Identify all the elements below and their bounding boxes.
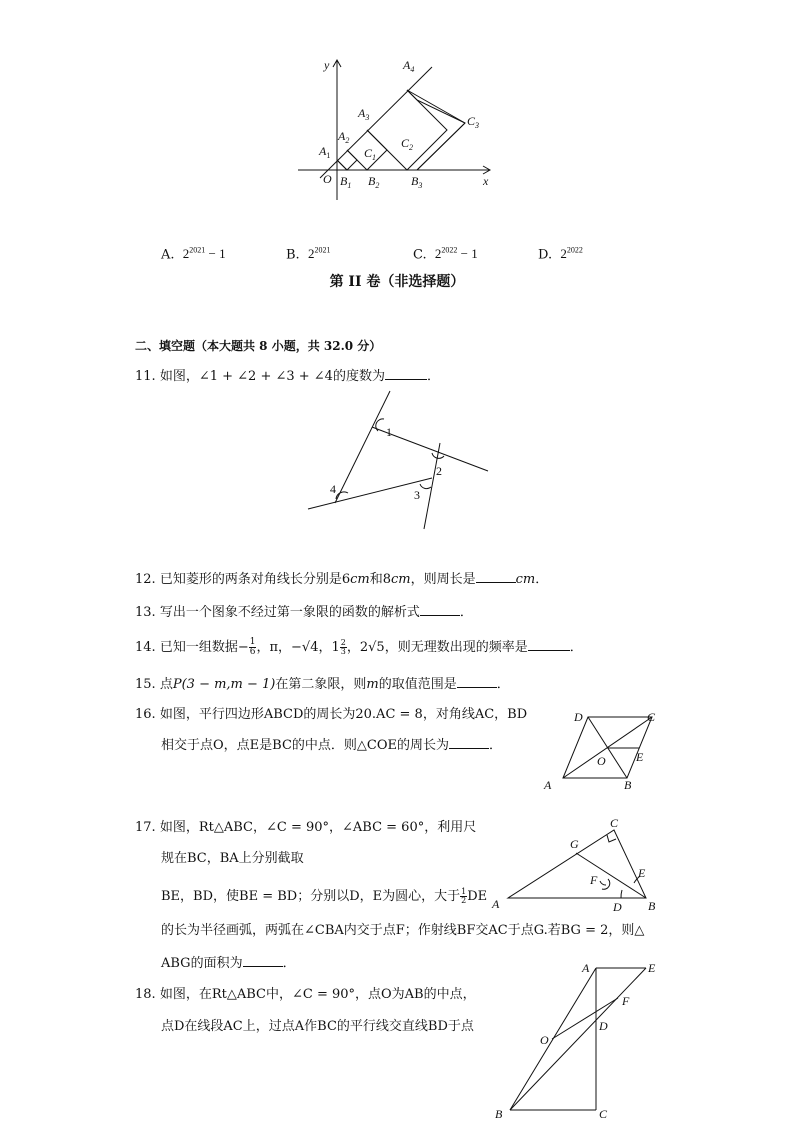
svg-text:A: A bbox=[582, 961, 590, 975]
q10-option-a: A. $2^{2021} - 1$ bbox=[161, 246, 226, 263]
label-B3: $B_3$ bbox=[411, 174, 423, 190]
svg-text:A: A bbox=[492, 897, 500, 911]
svg-text:O: O bbox=[597, 754, 606, 768]
svg-text:C: C bbox=[610, 816, 619, 830]
q10-option-b: B. $2^{2021}$ bbox=[286, 246, 331, 263]
svg-text:B: B bbox=[495, 1107, 503, 1121]
label-C1: $C_1$ bbox=[364, 146, 377, 162]
q17-figure bbox=[488, 815, 668, 920]
q14-text: 14. 已知一组数据− $\frac{1}{6}$ ，π，−√4，1 $\frac{2}{3}$ ，2√5，则无理数出现的频率是 ． bbox=[135, 637, 583, 657]
q17-line-1: 17. 如图，Rt△ABC，∠C = 90°，∠ABC = 60°，利用尺 bbox=[135, 820, 477, 835]
q16-figure bbox=[540, 705, 670, 795]
q10-option-d: D. $2^{2022}$ bbox=[538, 246, 583, 263]
svg-text:G: G bbox=[570, 837, 579, 851]
svg-text:F: F bbox=[622, 994, 630, 1008]
label-A4: $A_4$ bbox=[403, 58, 415, 74]
q18-line-1: 18. 如图，在Rt△ABC中，∠C = 90°，点O为AB的中点， bbox=[135, 987, 476, 1002]
q11-angle-1: 1 bbox=[386, 425, 392, 439]
svg-text:A: A bbox=[544, 778, 552, 792]
q11-figure bbox=[300, 385, 500, 535]
svg-text:D: D bbox=[599, 1019, 608, 1033]
label-A3: $A_3$ bbox=[358, 106, 370, 122]
q18-figure bbox=[488, 958, 668, 1123]
q17-line-3: BE，BD，使BE = BD；分别以D，E为圆心，大于 $\frac{1}{2}$ DE bbox=[161, 887, 488, 905]
q17-line-4: 的长为半径画弧，两弧在∠CBA内交于点F；作射线BF交AC于点G.若BG = 2，则△ bbox=[161, 923, 645, 938]
q11-angle-3: 3 bbox=[414, 488, 420, 502]
svg-text:C: C bbox=[647, 710, 656, 724]
label-A1: $A_1$ bbox=[319, 144, 331, 160]
label-A2: $A_2$ bbox=[338, 129, 350, 145]
q15-text: 15. 点P(3 − m,m − 1)在第二象限，则m的取值范围是 ． bbox=[135, 677, 510, 692]
square-1 bbox=[337, 150, 357, 170]
svg-text:O: O bbox=[540, 1033, 549, 1047]
q11-angle-2: 2 bbox=[436, 464, 442, 478]
q11-text: 11. 如图，∠1 + ∠2 + ∠3 + ∠4的度数为 ． bbox=[135, 369, 440, 384]
svg-text:F: F bbox=[590, 873, 598, 887]
svg-text:B: B bbox=[624, 778, 632, 792]
square-4 bbox=[407, 90, 465, 170]
label-C3: $C_3$ bbox=[467, 114, 480, 130]
label-x: x bbox=[483, 174, 489, 188]
label-B2: $B_2$ bbox=[368, 174, 380, 190]
svg-text:E: E bbox=[638, 866, 646, 880]
section-2-title: 第 II 卷（非选择题） bbox=[329, 274, 465, 290]
part-2-heading: 二、填空题（本大题共 8 小题，共 32.0 分） bbox=[135, 339, 382, 353]
q13-text: 13. 写出一个图象不经过第一象限的函数的解析式 ． bbox=[135, 605, 473, 620]
svg-text:C: C bbox=[599, 1107, 608, 1121]
q10-option-c: C. $2^{2022} - 1$ bbox=[413, 246, 478, 263]
label-O: O bbox=[323, 172, 332, 186]
q17-line-5: ABG的面积为 ． bbox=[161, 956, 296, 971]
q12-text: 12. 已知菱形的两条对角线长分别是6cm和8cm，则周长是 cm． bbox=[135, 572, 549, 587]
svg-text:D: D bbox=[613, 900, 622, 914]
q16-line-1: 16. 如图，平行四边形ABCD的周长为20.AC = 8，对角线AC，BD bbox=[135, 707, 528, 722]
q10-figure bbox=[290, 55, 510, 205]
label-B1: $B_1$ bbox=[340, 174, 352, 190]
label-C2: $C_2$ bbox=[401, 136, 414, 152]
svg-text:B: B bbox=[648, 899, 656, 913]
q18-line-2: 点D在线段AC上，过点A作BC的平行线交直线BD于点 bbox=[161, 1019, 474, 1034]
svg-text:E: E bbox=[648, 961, 656, 975]
svg-text:E: E bbox=[636, 750, 644, 764]
label-y: y bbox=[324, 58, 330, 72]
q11-angle-4: 4 bbox=[330, 482, 336, 496]
q16-line-2: 相交于点O，点E是BC的中点．则△COE的周长为 ． bbox=[161, 738, 502, 753]
svg-text:D: D bbox=[574, 710, 583, 724]
q17-line-2: 规在BC，BA上分别截取 bbox=[161, 851, 304, 866]
